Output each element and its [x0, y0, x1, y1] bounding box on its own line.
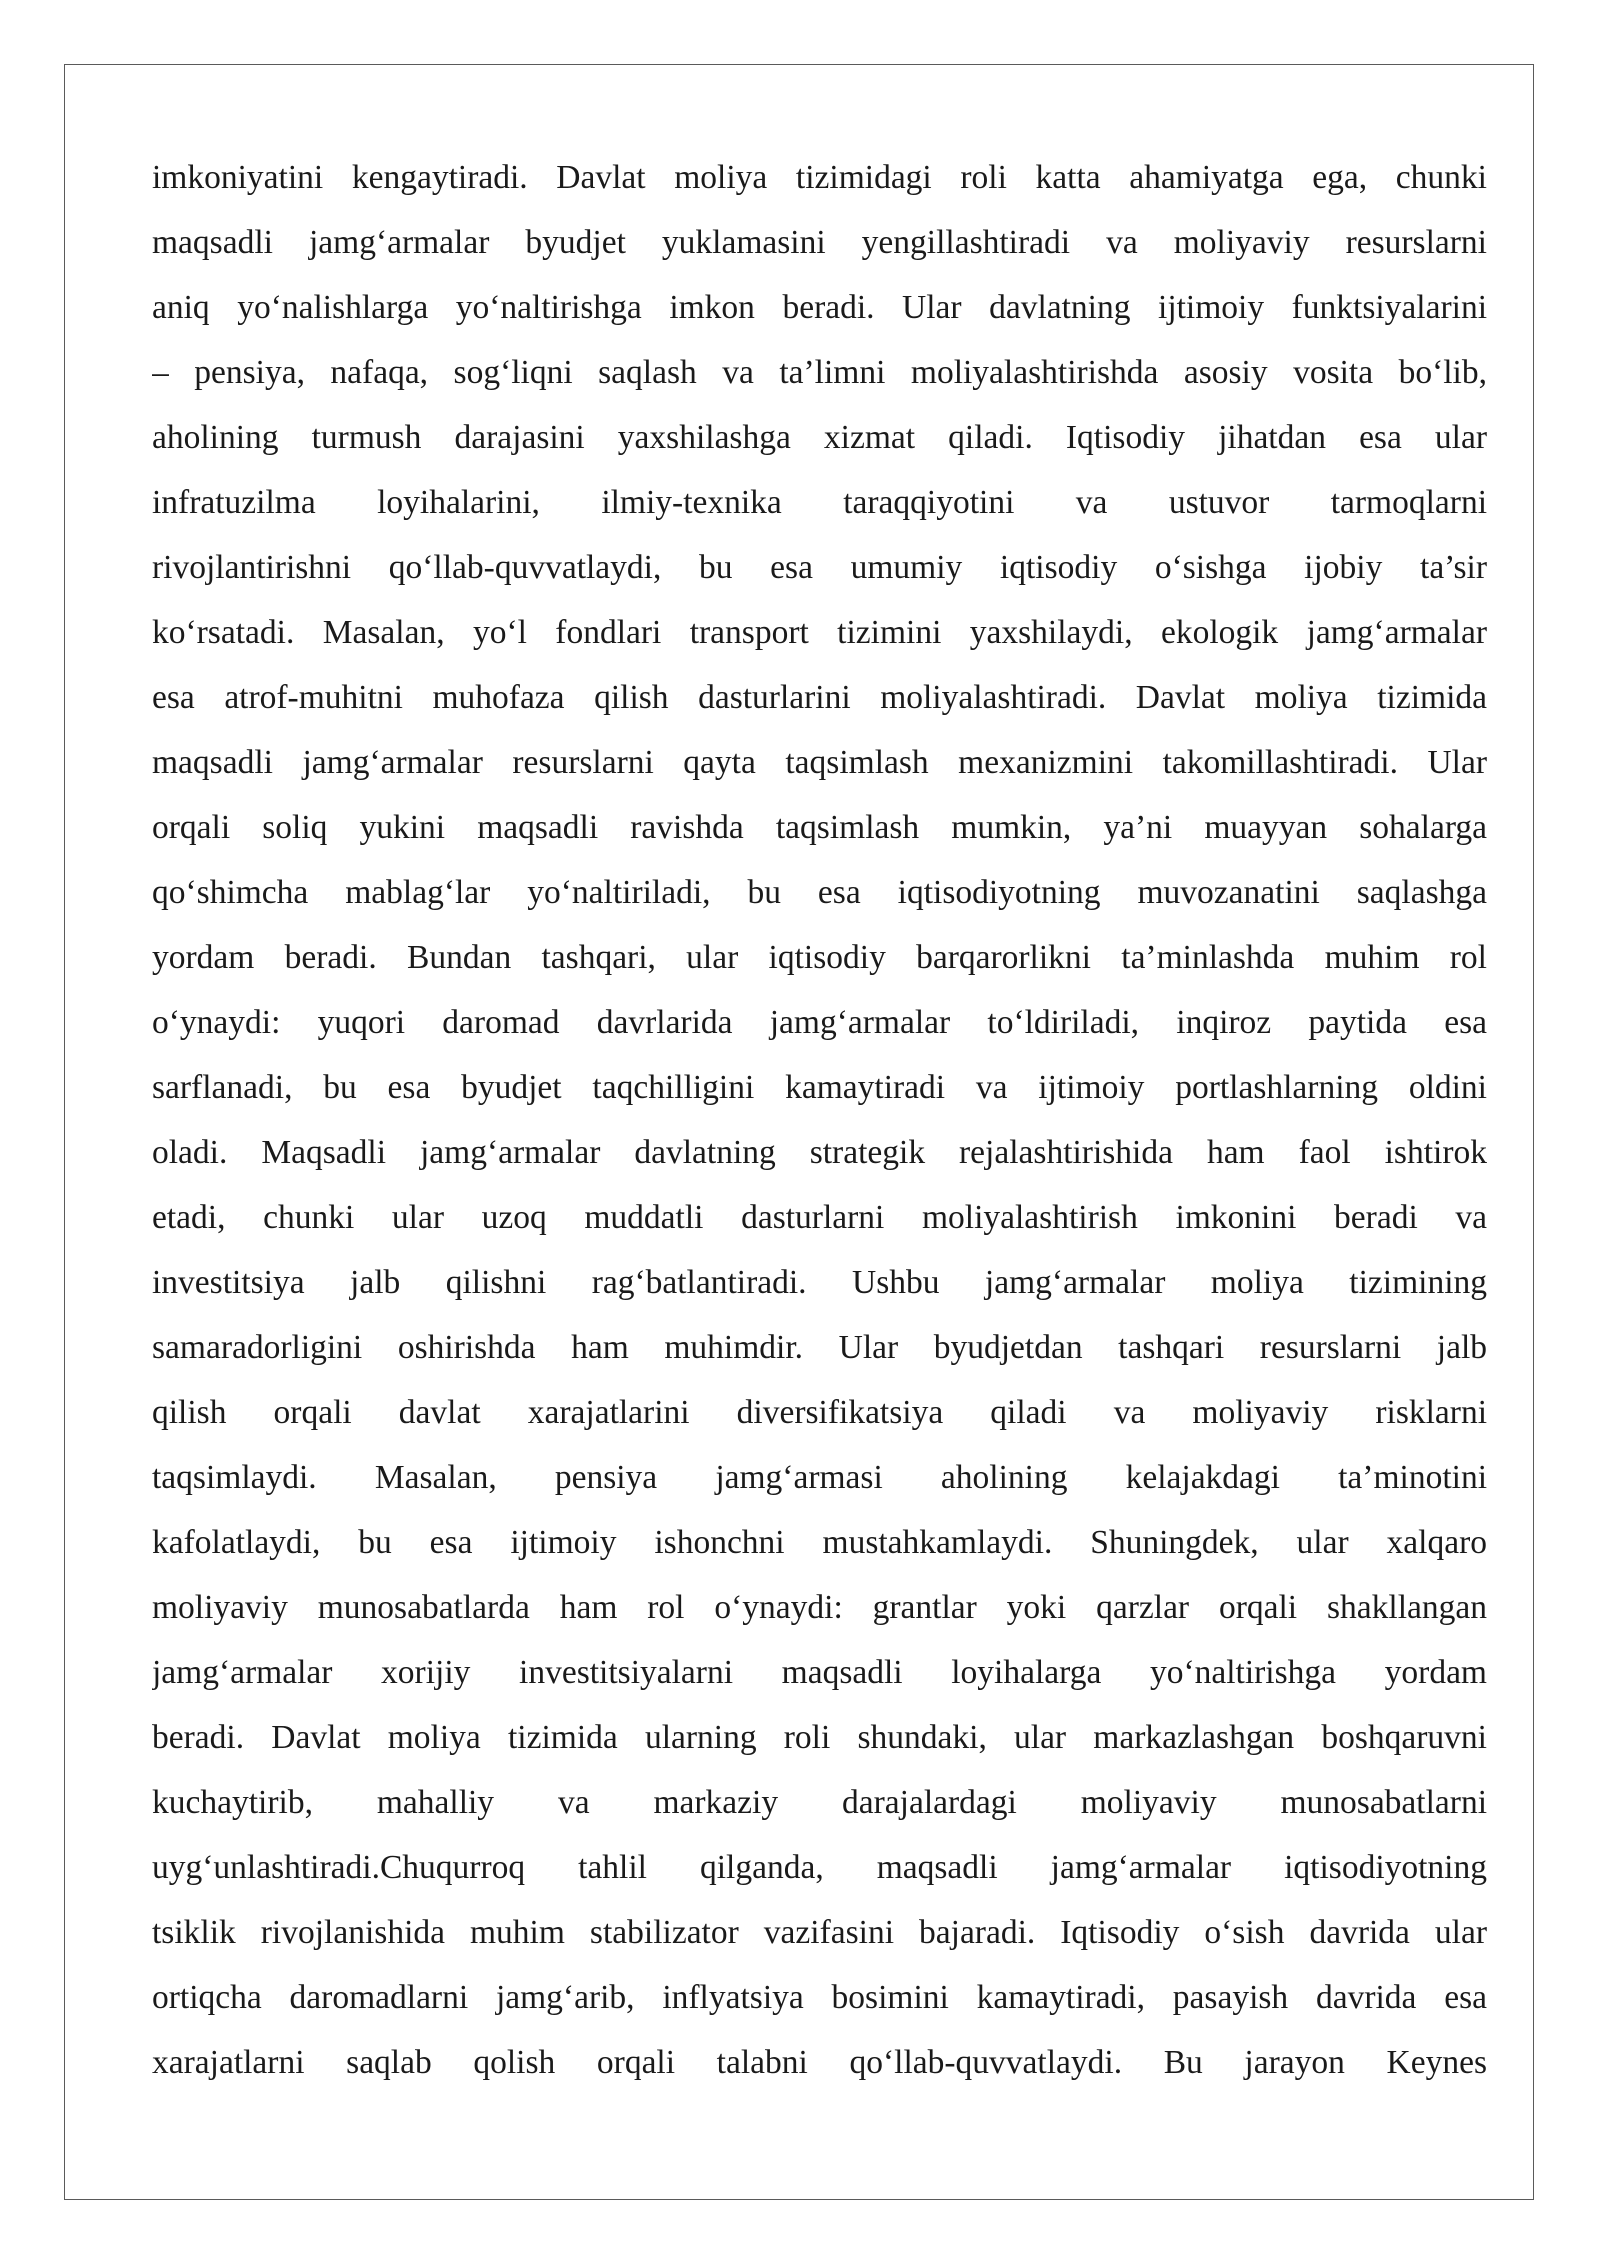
text-line: kafolatlaydi, bu esa ijtimoiy ishonchni mustahkamlaydi. Shuningdek, ular xalqaro: [152, 1524, 1487, 1561]
text-line: samaradorligini oshirishda ham muhimdir. Ular byudjetdan tashqari resurslarni jalb: [152, 1329, 1487, 1366]
body-paragraph: [152, 145, 1487, 2095]
text-line: investitsiya jalb qilishni rag‘batlantiradi. Ushbu jamg‘armalar moliya tizimining: [152, 1264, 1487, 1301]
text-line: – pensiya, nafaqa, sog‘liqni saqlash va ta’limni moliyalashtirishda asosiy vosita bo‘lib,: [152, 354, 1487, 391]
text-line: esa atrof-muhitni muhofaza qilish dasturlarini moliyalashtiradi. Davlat moliya tizimida: [152, 679, 1487, 716]
text-line: etadi, chunki ular uzoq muddatli dasturlarni moliyalashtirish imkonini beradi va: [152, 1199, 1487, 1236]
text-line: sarflanadi, bu esa byudjet taqchilligini kamaytiradi va ijtimoiy portlashlarning oldini: [152, 1069, 1487, 1106]
text-line: maqsadli jamg‘armalar resurslarni qayta taqsimlash mexanizmini takomillashtiradi. Ular: [152, 744, 1487, 781]
text-line: jamg‘armalar xorijiy investitsiyalarni maqsadli loyihalarga yo‘naltirishga yordam: [152, 1654, 1487, 1691]
text-line: kuchaytirib, mahalliy va markaziy darajalardagi moliyaviy munosabatlarni: [152, 1784, 1487, 1821]
text-line: taqsimlaydi. Masalan, pensiya jamg‘armasi aholining kelajakdagi ta’minotini: [152, 1459, 1487, 1496]
text-line: moliyaviy munosabatlarda ham rol o‘ynaydi: grantlar yoki qarzlar orqali shakllangan: [152, 1589, 1487, 1626]
text-line: maqsadli jamg‘armalar byudjet yuklamasini yengillashtiradi va moliyaviy resurslarni: [152, 224, 1487, 261]
text-line: o‘ynaydi: yuqori daromad davrlarida jamg‘armalar to‘ldiriladi, inqiroz paytida esa: [152, 1004, 1487, 1041]
text-line: orqali soliq yukini maqsadli ravishda taqsimlash mumkin, ya’ni muayyan sohalarga: [152, 809, 1487, 846]
text-line: qilish orqali davlat xarajatlarini diversifikatsiya qiladi va moliyaviy risklarni: [152, 1394, 1487, 1431]
text-line: beradi. Davlat moliya tizimida ularning roli shundaki, ular markazlashgan boshqaruvni: [152, 1719, 1487, 1756]
text-line: aholining turmush darajasini yaxshilashga xizmat qiladi. Iqtisodiy jihatdan esa ular: [152, 419, 1487, 456]
text-line: aniq yo‘nalishlarga yo‘naltirishga imkon beradi. Ular davlatning ijtimoiy funktsiyalarini: [152, 289, 1487, 326]
text-line: tsiklik rivojlanishida muhim stabilizator vazifasini bajaradi. Iqtisodiy o‘sish davrida ular: [152, 1914, 1487, 1951]
text-line: infratuzilma loyihalarini, ilmiy-texnika taraqqiyotini va ustuvor tarmoqlarni: [152, 484, 1487, 521]
text-line: uyg‘unlashtiradi.Chuqurroq tahlil qilganda, maqsadli jamg‘armalar iqtisodiyotning: [152, 1849, 1487, 1886]
text-line: ortiqcha daromadlarni jamg‘arib, inflyatsiya bosimini kamaytiradi, pasayish davrida esa: [152, 1979, 1487, 2016]
text-line: imkoniyatini kengaytiradi. Davlat moliya tizimidagi roli katta ahamiyatga ega, chunki: [152, 159, 1487, 196]
text-line: oladi. Maqsadli jamg‘armalar davlatning strategik rejalashtirishida ham faol ishtirok: [152, 1134, 1487, 1171]
text-line: xarajatlarni saqlab qolish orqali talabni qo‘llab-quvvatlaydi. Bu jarayon Keynes: [152, 2044, 1487, 2081]
text-line: yordam beradi. Bundan tashqari, ular iqtisodiy barqarorlikni ta’minlashda muhim rol: [152, 939, 1487, 976]
text-line: qo‘shimcha mablag‘lar yo‘naltiriladi, bu esa iqtisodiyotning muvozanatini saqlashga: [152, 874, 1487, 911]
text-line: rivojlantirishni qo‘llab-quvvatlaydi, bu esa umumiy iqtisodiy o‘sishga ijobiy ta’sir: [152, 549, 1487, 586]
text-line: ko‘rsatadi. Masalan, yo‘l fondlari transport tizimini yaxshilaydi, ekologik jamg‘armalar: [152, 614, 1487, 651]
